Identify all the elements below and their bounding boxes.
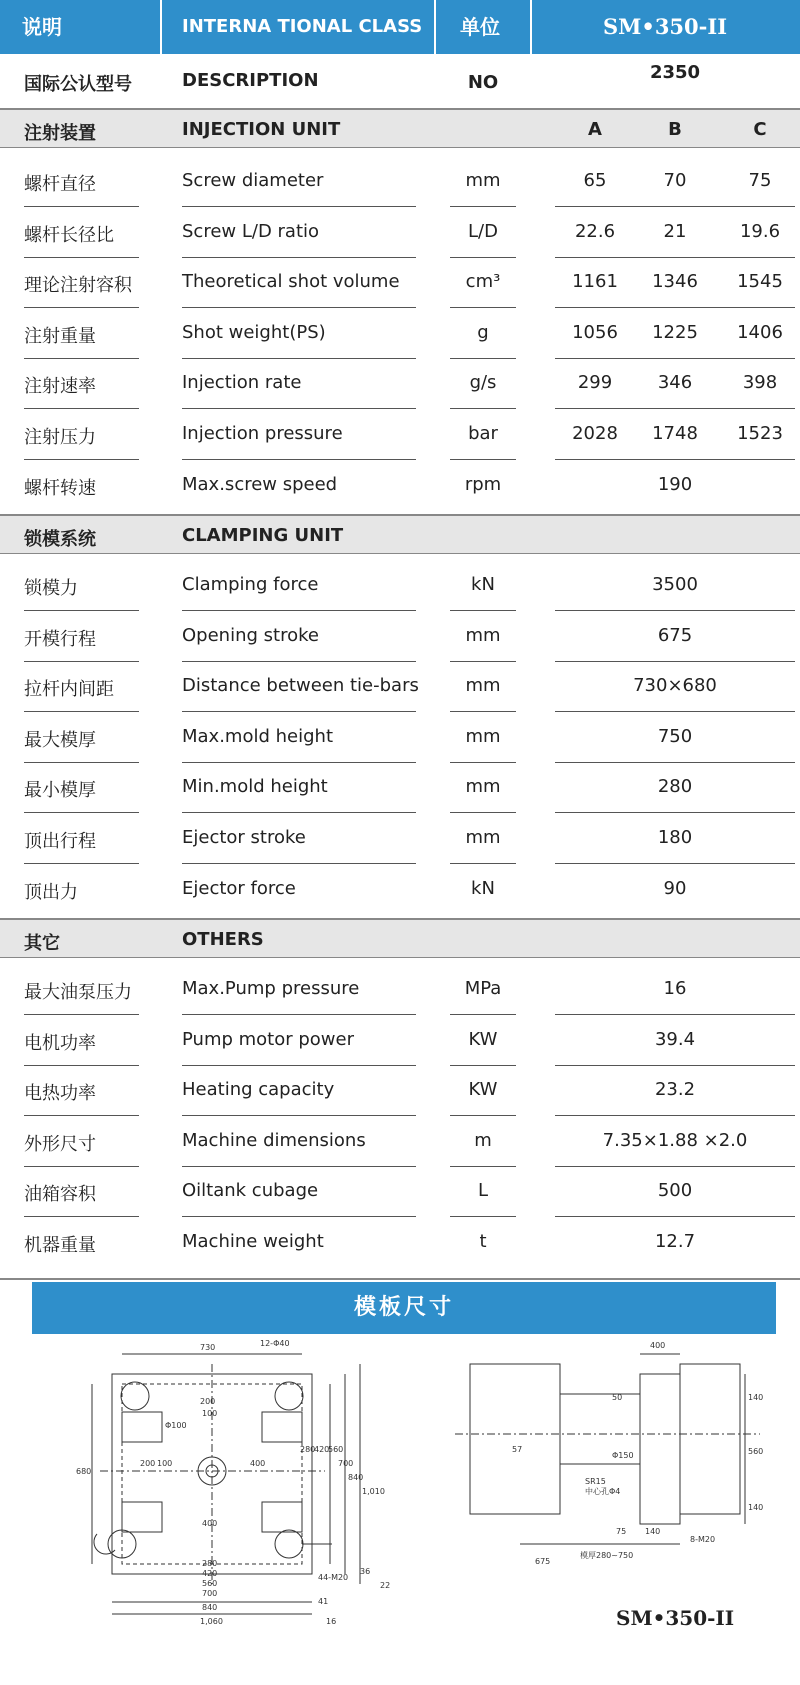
spec-label-en: Min.mold height	[182, 776, 328, 798]
dim-b280: 280	[202, 1559, 218, 1568]
drawing-model-label: SM•350-II	[616, 1606, 735, 1630]
spec-row	[0, 308, 800, 359]
spec-row	[0, 864, 800, 915]
spec-label-cn: 外形尺寸	[24, 1133, 96, 1155]
spec-label-cn: 电机功率	[24, 1032, 96, 1054]
spec-row	[0, 964, 800, 1015]
spec-unit: mm	[465, 725, 501, 747]
spec-value: 675	[657, 624, 693, 646]
spec-label-en: Pump motor power	[182, 1028, 355, 1050]
dim-right-140: 140	[645, 1527, 661, 1536]
clamping-title-cn: 锁模系统	[24, 529, 96, 550]
dim-ring: Φ100	[165, 1421, 187, 1430]
spec-value-b: 70	[663, 170, 687, 191]
spec-unit: kN	[471, 877, 495, 899]
spec-label-cn: 注射压力	[24, 427, 96, 448]
dim-200-top: 200	[200, 1397, 216, 1406]
others-title-cn: 其它	[24, 933, 60, 954]
spec-label-en: Heating capacity	[182, 1079, 335, 1101]
tie-bar-hole	[121, 1382, 149, 1410]
spec-row	[0, 358, 800, 409]
spec-value-c: 1523	[737, 423, 783, 444]
spec-value-b: 1225	[652, 321, 698, 343]
spec-label-cn: 顶出力	[24, 881, 78, 903]
spec-unit: mm	[465, 776, 501, 798]
dim-b420: 420	[202, 1569, 218, 1578]
spec-label-cn: 油箱容积	[24, 1184, 96, 1206]
spec-label-cn: 注射速率	[24, 376, 96, 398]
dim-right-d150: Φ150	[612, 1451, 634, 1460]
spec-label-en: Machine weight	[182, 1231, 324, 1252]
dim-b840: 840	[202, 1603, 218, 1612]
spec-value: 90	[663, 877, 687, 899]
others-section-header	[0, 918, 800, 958]
header-description-cn: 说明	[22, 15, 62, 39]
dim-b1060: 1,060	[200, 1617, 223, 1626]
spec-value-a: 299	[577, 372, 613, 394]
header-unit: 单位	[460, 15, 500, 39]
spec-value: 730×680	[633, 675, 717, 697]
spec-unit: kN	[471, 574, 495, 595]
spec-label-cn: 拉杆内间距	[24, 679, 114, 701]
spec-value: 190	[657, 473, 693, 495]
spec-label-cn: 理论注射容积	[24, 275, 132, 297]
dim-1010: 1,010	[362, 1487, 385, 1496]
spec-value-a: 22.6	[574, 220, 616, 242]
spec-label-en: Theoretical shot volume	[182, 271, 400, 293]
spec-unit: bar	[468, 423, 498, 444]
spec-label-cn: 最大模厚	[24, 729, 96, 751]
dim-bolt: 44-M20	[318, 1573, 349, 1582]
platen-drawing	[0, 1334, 800, 1634]
spec-label-en: Opening stroke	[182, 624, 319, 646]
side-view-fixed-platen	[470, 1364, 560, 1514]
spec-row	[0, 560, 800, 611]
spec-value: 500	[657, 1180, 693, 1202]
header-international-class: INTERNA TIONAL CLASS	[182, 16, 423, 37]
spec-value-c: 75	[748, 170, 772, 191]
dim-right-50: 50	[612, 1393, 623, 1402]
spec-value-c: 1545	[737, 271, 783, 293]
spec-label-en: Injection rate	[182, 372, 302, 394]
spec-unit: g/s	[469, 372, 497, 394]
description-value: 2350	[649, 62, 701, 83]
spec-unit: KW	[468, 1028, 498, 1050]
spec-row	[0, 257, 800, 308]
spec-row	[0, 409, 800, 460]
description-label-cn: 国际公认型号	[24, 74, 132, 95]
header-model: SM•350-II	[602, 14, 728, 39]
spec-label-cn: 机器重量	[24, 1235, 96, 1256]
spec-value: 3500	[652, 574, 698, 595]
spec-label-cn: 开模行程	[24, 628, 96, 650]
side-view-moving-platen	[640, 1374, 680, 1524]
dim-s22: 22	[380, 1581, 391, 1590]
dim-top-width: 730	[200, 1343, 216, 1352]
spec-unit: mm	[465, 675, 501, 697]
dim-right-57: 57	[512, 1445, 523, 1454]
spec-row	[0, 1065, 800, 1116]
spec-label-en: Max.mold height	[182, 725, 334, 747]
t-slot-block	[122, 1412, 162, 1442]
injection-section-header	[0, 108, 800, 148]
dim-s36: 36	[360, 1567, 371, 1576]
spec-row	[0, 1116, 800, 1167]
spec-label-cn: 螺杆转速	[24, 477, 96, 499]
spec-value-b: 21	[663, 220, 687, 242]
column-a-label: A	[588, 119, 602, 140]
spec-unit: mm	[465, 624, 501, 646]
spec-row	[0, 156, 800, 207]
dim-560: 560	[328, 1445, 344, 1454]
dim-680: 680	[76, 1467, 92, 1476]
clamping-title-en: CLAMPING UNIT	[182, 525, 344, 546]
dim-right-560: 560	[748, 1447, 764, 1456]
spec-label-cn: 电热功率	[24, 1083, 96, 1105]
dim-right-bolt: 8-M20	[690, 1535, 716, 1544]
spec-value: 39.4	[654, 1028, 696, 1050]
spec-row	[0, 762, 800, 813]
spec-value-a: 1056	[572, 321, 618, 343]
spec-label-en: Distance between tie-bars	[182, 675, 419, 697]
spec-label-en: Screw diameter	[182, 170, 324, 191]
description-label-en: DESCRIPTION	[182, 70, 319, 91]
platen-dimensions-banner: 模板尺寸	[32, 1282, 776, 1334]
spec-value-a: 65	[583, 170, 607, 191]
spec-label-en: Ejector stroke	[182, 827, 306, 848]
spec-value-a: 1161	[572, 271, 618, 293]
injection-title-cn: 注射装置	[24, 123, 96, 144]
column-b-label: B	[668, 119, 682, 140]
spec-unit: mm	[465, 170, 501, 191]
spec-value: 12.7	[654, 1231, 696, 1252]
t-slot-block	[262, 1502, 302, 1532]
spec-value: 180	[657, 827, 693, 848]
dim-right-140-bottom: 140	[748, 1503, 764, 1512]
description-row	[0, 54, 800, 108]
spec-value-b: 1346	[652, 271, 698, 293]
spec-value: 7.35×1.88 ×2.0	[602, 1129, 748, 1151]
table-bottom-rule	[0, 1278, 800, 1280]
spec-value-b: 346	[657, 372, 693, 394]
spec-unit: rpm	[464, 473, 502, 495]
dim-right-sr15: SR15	[585, 1477, 606, 1486]
spec-value-a: 2028	[572, 423, 618, 444]
dim-right-75: 75	[616, 1527, 627, 1536]
dim-420: 420	[314, 1445, 330, 1454]
spec-label-cn: 最小模厚	[24, 780, 96, 802]
dim-100-left: 100	[157, 1459, 173, 1468]
spec-row	[0, 1166, 800, 1217]
spec-label-en: Clamping force	[182, 574, 319, 595]
spec-label-cn: 螺杆长径比	[24, 224, 114, 246]
dim-s41: 41	[318, 1597, 329, 1606]
spec-row	[0, 813, 800, 864]
spec-label-en: Injection pressure	[182, 423, 343, 444]
description-unit: NO	[467, 72, 499, 93]
others-title-en: OTHERS	[182, 929, 264, 950]
dim-s16: 16	[326, 1617, 337, 1626]
dim-right-center: 中心孔Φ4	[585, 1487, 621, 1496]
spec-value-c: 1406	[737, 321, 783, 343]
tie-bar-hole	[275, 1382, 303, 1410]
dim-400-right: 400	[250, 1459, 266, 1468]
spec-row	[0, 1015, 800, 1066]
dim-holes: 12-Φ40	[260, 1339, 290, 1348]
spec-unit: L/D	[468, 220, 498, 242]
spec-label-cn: 顶出行程	[24, 831, 96, 852]
spec-value-c: 398	[742, 372, 778, 394]
spec-value: 280	[657, 776, 693, 798]
spec-row	[0, 712, 800, 763]
spec-unit: KW	[468, 1079, 498, 1101]
t-slot-block	[122, 1502, 162, 1532]
spec-label-cn: 注射重量	[24, 325, 96, 347]
dim-280: 280	[300, 1445, 316, 1454]
clamping-section-header	[0, 514, 800, 554]
dim-100-top: 100	[202, 1409, 218, 1418]
spec-value: 16	[663, 978, 687, 999]
spec-label-en: Ejector force	[182, 877, 296, 899]
spec-label-en: Max.screw speed	[182, 473, 338, 495]
spec-value-c: 19.6	[739, 220, 781, 242]
spec-unit: cm³	[465, 271, 501, 293]
spec-row	[0, 207, 800, 258]
t-slot-block	[262, 1412, 302, 1442]
spec-unit: m	[474, 1129, 492, 1151]
spec-unit: L	[477, 1180, 489, 1202]
dim-b700: 700	[202, 1589, 218, 1598]
header-divider	[434, 0, 436, 54]
spec-value: 750	[657, 725, 693, 747]
spec-unit: MPa	[464, 978, 502, 999]
dim-right-675: 675	[535, 1557, 551, 1566]
table-header	[0, 0, 800, 54]
column-c-label: C	[753, 119, 767, 140]
spec-label-cn: 锁模力	[24, 578, 78, 599]
dim-840: 840	[348, 1473, 364, 1482]
spec-label-en: Max.Pump pressure	[182, 978, 360, 999]
spec-unit: g	[477, 321, 489, 343]
dim-right-140-top: 140	[748, 1393, 764, 1402]
spec-label-cn: 螺杆直径	[24, 174, 96, 195]
spec-row	[0, 611, 800, 662]
spec-row	[0, 661, 800, 712]
spec-label-en: Oiltank cubage	[182, 1180, 319, 1202]
spec-unit: mm	[465, 827, 501, 848]
spec-label-en: Screw L/D ratio	[182, 220, 320, 242]
spec-value: 23.2	[654, 1079, 696, 1101]
tie-bar-hole	[275, 1530, 303, 1558]
spec-label-en: Machine dimensions	[182, 1129, 366, 1151]
side-view-rear	[680, 1364, 740, 1514]
header-divider	[160, 0, 162, 54]
spec-label-cn: 最大油泵压力	[24, 982, 132, 1003]
spec-row	[0, 1217, 800, 1268]
dim-400-bottom: 400	[202, 1519, 218, 1528]
spec-unit: t	[479, 1231, 487, 1252]
spec-value-b: 1748	[652, 423, 698, 444]
spec-label-en: Shot weight(PS)	[182, 321, 326, 343]
injection-title-en: INJECTION UNIT	[182, 119, 341, 140]
dim-700: 700	[338, 1459, 354, 1468]
spec-row	[0, 460, 800, 511]
dim-right-400: 400	[650, 1341, 666, 1350]
dim-200-left: 200	[140, 1459, 156, 1468]
dim-right-mold: 模厚280~750	[580, 1551, 634, 1560]
dim-b560: 560	[202, 1579, 218, 1588]
